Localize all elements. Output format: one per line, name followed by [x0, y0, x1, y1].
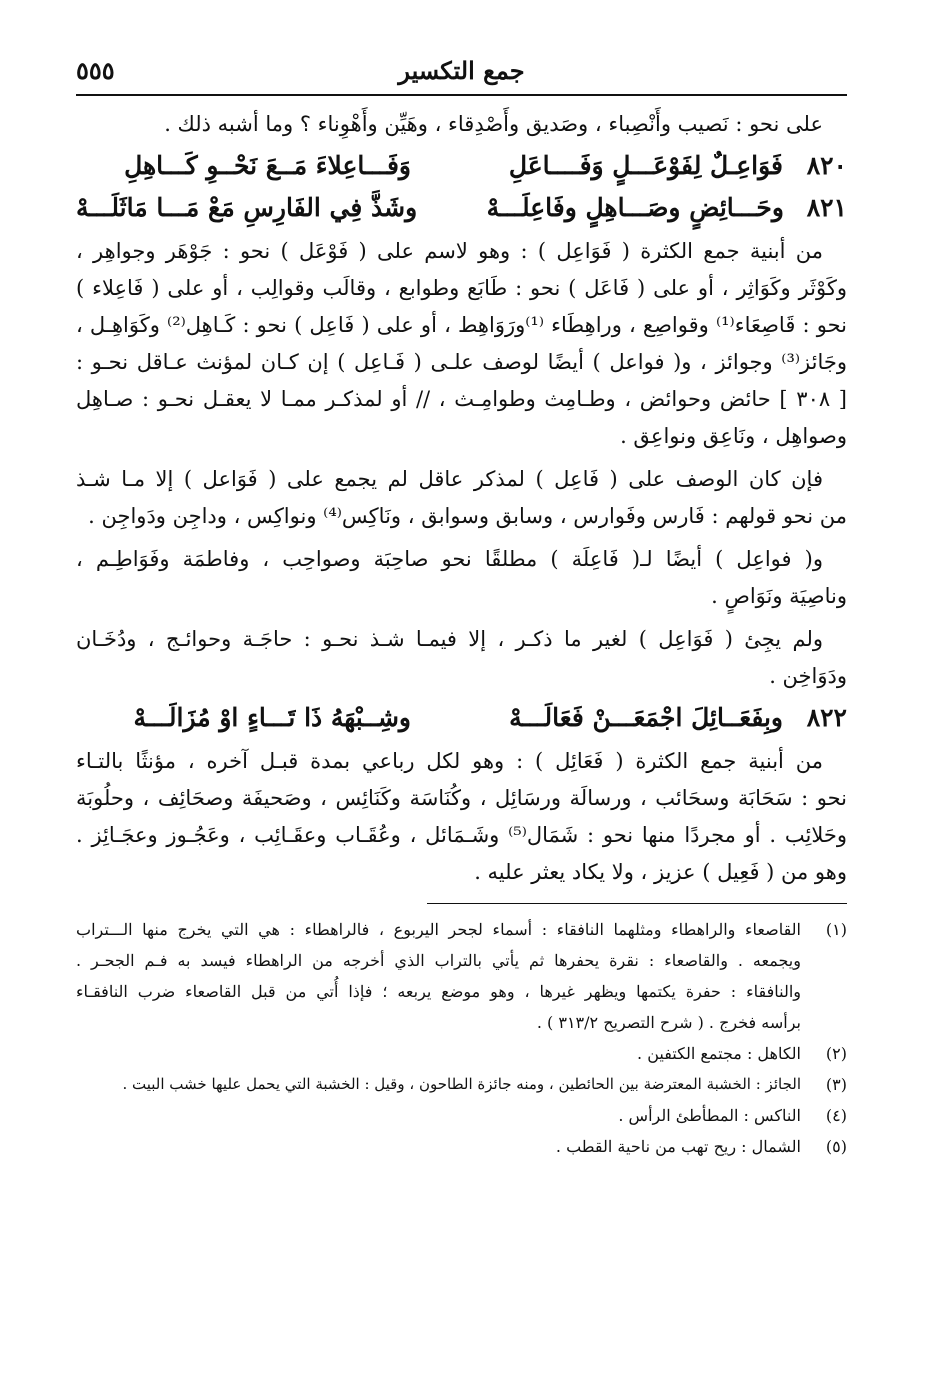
footnote-1-cont: [76, 1007, 847, 1038]
verse-822: [76, 697, 847, 737]
page-number: ٥٥٥: [76, 56, 115, 85]
footnote-number: (١): [825, 920, 847, 939]
footnote-text: الكاهل : مجتمع الكتفين .: [637, 1044, 801, 1063]
footnote-5: [76, 1131, 847, 1162]
footnote-text: ويجمعه . والقاصعاء : نقرة يحفرها ثم يأتي بالتراب الذي أخرجه من الراهطاء فيسد به فـم الجحـر .: [76, 951, 801, 970]
footnote-text: برأسه فخرج . ( شرح التصريح ٣١٣/٢ ) .: [536, 1013, 801, 1032]
text-line: و( فواعِل ) أيضًا لـ( فَاعِلَة ) مطلقًا نحو صاحِبَة وصواحِب ، وفاطمَة وفَوَاطِـم ،: [76, 547, 823, 571]
footnote-text: الجائز : الخشبة المعترضة بين الحائطين ، ومنه جائزة الطاحون ، وقيل : الخشبة التي يحمل عليها خشب البيت .: [122, 1075, 801, 1093]
verse-hemistich-second: وشِــبْهَهُ ذَا تَـــاءٍ اوْ مُزَالَـــهْ: [133, 702, 411, 732]
text-line: ولم يجِئ ( فَوَاعِل ) لغير ما ذكـر ، إلا فيمـا شـذ نحـو : حاجَـة وحوائـج ، ودُخَـان: [76, 627, 823, 651]
footnote-number: (٣): [825, 1075, 847, 1094]
text-line: نحو : قَاصِعَاء⁽¹⁾ وقواصِع ، وراهِطَاء ⁽¹⁾ورَوَاهِط ، أو على ( فَاعِل ) نحو : كَـاهِل⁽²⁾ وكَوَاهِـل ،: [76, 313, 847, 337]
verse-821: [76, 187, 847, 227]
footnote-number: (٢): [825, 1044, 847, 1063]
footnote-4: [76, 1100, 847, 1131]
text-line: من أبنية جمع الكثرة ( فَعَائِل ) : وهو لكل رباعي بمدة قبـل آخره ، مؤنثًا بالتـاء: [76, 749, 823, 773]
footnote-1-cont: [76, 945, 847, 976]
text-line: فإن كان الوصف على ( فَاعِل ) لمذكر عاقل لم يجمع على ( فَوَاعل ) إلا مـا شـذ: [76, 467, 823, 491]
verse-number: ٨٢١: [806, 192, 847, 222]
footnotes: [76, 914, 847, 1162]
text-line: وحَلائِب . أو مجردًا منها نحو : شَمَال⁽⁵⁾ وشَـمَائل ، وعُقَـاب وعقَـائِب ، وعَجُـوز وعجَـائِز .: [76, 823, 847, 847]
chapter-title: جمع التكسير: [398, 56, 525, 85]
footnote-1: [76, 914, 847, 945]
text-line: وجَائز⁽³⁾ وجوائز ، و( فواعل ) أيضًا لوصف علـى ( فَـاعِل ) إن كـان لمؤنث عـاقل نحـو :: [76, 350, 847, 374]
text-line: [ ٣٠٨ ] حائض وحوائض ، وطـامِث وطوامِـث ، // أو لمذكـر ممـا لا يعقـل نحـو : صـاهِل: [76, 387, 847, 411]
verse-number: ٨٢٢: [806, 702, 847, 732]
text-line: على نحو : نَصيب وأَنْصِباء ، وصَديق وأَصْدِقاء ، وهَيِّن وأَهْوِناء ؟ وما أشبه ذلك .: [164, 112, 823, 136]
footnote-text: القاصعاء والراهطاء ومثلهما النافقاء : أسماء لجحر اليربوع ، فالراهطاء : هي التي يخرج منها الـــتراب: [76, 920, 801, 939]
footnote-number: (٤): [825, 1106, 847, 1125]
footnote-2: [76, 1038, 847, 1069]
text-line: من أبنية جمع الكثرة ( فَوَاعِل ) : وهو لاسم على ( فَوْعَل ) نحو : جَوْهَر وجواهِر ،: [76, 239, 823, 263]
text-line: ودَوَاخِن .: [769, 664, 847, 688]
text-line: وصواهِل ، ونَاعِق ونواعِق .: [620, 424, 847, 448]
verse-hemistich-first: وبِفَعَــائِلَ اجْمَعَـــنْ فَعَالَـــهْ: [509, 702, 783, 732]
text-line: من نحو قولهم : فَارس وفَوارس ، وسابق وسوابق ، ونَاكِس⁽⁴⁾ ونواكِس ، وداجِن ودَواجِن .: [88, 504, 847, 528]
verse-820: [76, 145, 847, 185]
verse-hemistich-second: وشَذَّ فِي الفَارِسِ مَعْ مَـــا مَاثَلَـــهْ: [76, 192, 418, 222]
footnote-number: (٥): [825, 1137, 847, 1156]
text-line: وكَوْثَر وكَوَاثِر ، أو على ( فَاعَل ) نحو : طَابَع وطوابع ، وقالَب وقوالِب ، أو على ( فَاعِلاء ): [76, 276, 847, 300]
text-line: وهو من ( فَعِيل ) عزيز ، ولا يكاد يعثر عليه .: [474, 860, 847, 884]
verse-number: ٨٢٠: [806, 150, 847, 180]
footnote-text: الشمال : ريح تهب من ناحية القطب .: [555, 1137, 801, 1156]
main-text: [76, 106, 847, 891]
text-line: وناصِيَة ونَوَاصٍ .: [711, 584, 847, 608]
footnote-3: [76, 1069, 847, 1100]
footnote-separator: [427, 903, 847, 904]
footnote-text: الناكس : المطأطئ الرأس .: [618, 1106, 801, 1125]
verse-hemistich-second: وَفَـــاعِلاءَ مَــعَ نَحْــوِ كَـــاهِلِ: [124, 150, 411, 180]
page-header: [76, 52, 847, 96]
verse-hemistich-first: وحَـــائِضٍ وصَـــاهِلٍ وفَاعِلَـــهْ: [486, 192, 784, 222]
verse-hemistich-first: فَوَاعِـلٌ لِفَوْعَـــلٍ وَفَــــاعَلِ: [508, 150, 783, 180]
text-line: نحو : سَحَابَة وسحَائب ، ورسالَة ورسَائِل ، وكُنَاسَة وكَنَائِس ، وصَحيفَة وصحَائِف ، وحلُوبَة: [76, 786, 847, 810]
footnote-1-cont: [76, 976, 847, 1007]
footnote-text: والنافقاء : حفرة يكتمها ويظهر غيرها ، وهو موضع يربعه ؛ فإذا أُتي من قبل القاصعاء ضرب النافقـاء: [76, 982, 801, 1001]
